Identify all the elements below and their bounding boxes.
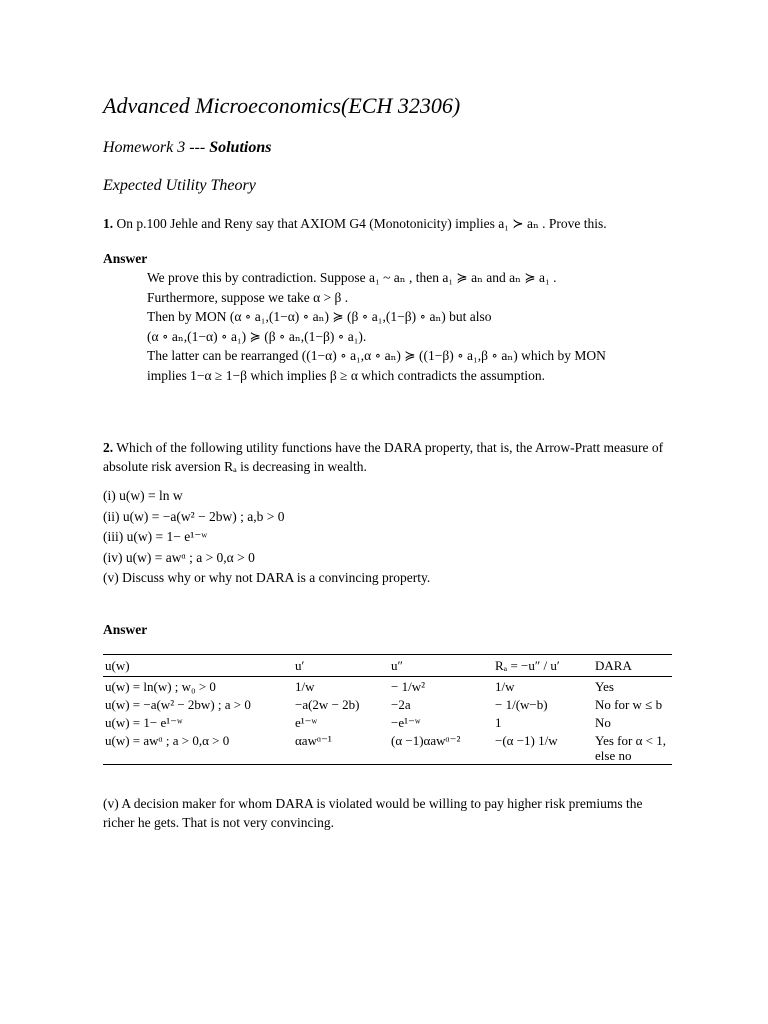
col-header-dara: DARA [593,655,672,677]
table-cell: − 1/w² [391,679,425,694]
section-heading: Expected Utility Theory [103,177,256,194]
question-1 [103,214,673,233]
question-1-text: On p.100 Jehle and Reny say that AXIOM G4 (Monotonicity) implies a₁ ≻ aₙ . Prove this. [116,216,607,231]
table-cell: −a(2w − 2b) [295,697,360,712]
subtitle-prefix: Homework 3 --- [103,139,210,156]
option-item: (i) u(w) = ln w [103,488,183,503]
answer-1-body [147,268,687,385]
answer-1-line: implies 1−α ≥ 1−β which implies β ≥ α which contradicts the assumption. [147,367,546,383]
conclusion-paragraph: (v) A decision maker for whom DARA is violated would be willing to pay higher risk premiums the richer he gets. That is not very convincing. [103,796,643,830]
table-cell: No for w ≤ b [595,697,663,712]
table-row [103,695,672,713]
col-header-risk-aversion: Rₐ = −u″ / u′ [493,655,593,677]
document-title: Advanced Microeconomics(ECH 32306) [103,93,461,118]
table-row [103,677,672,696]
table-row [103,731,672,765]
option-item: (ii) u(w) = −a(w² − 2bw) ; a,b > 0 [103,508,285,524]
subtitle-solutions: Solutions [209,139,272,156]
table-cell: Yes for α < 1, else no [595,733,666,763]
option-item: (iii) u(w) = 1− e¹⁻ʷ [103,529,208,544]
question-2 [103,438,673,476]
col-header-first-derivative: u′ [293,655,389,677]
table-cell: −(α −1) 1/w [495,733,558,748]
table-row [103,713,672,731]
answer-1-label: Answer [103,251,148,266]
answer-1-line: Furthermore, suppose we take α > β . [147,289,349,305]
question-2-text: Which of the following utility functions have the DARA property, that is, the Arrow-Pratt measure of absolute risk aversion Rₐ is decreasing in wealth. [103,440,664,474]
table-cell: −2a [391,697,411,712]
table-header-row [103,655,672,677]
answer-1-line: (α ∘ aₙ,(1−α) ∘ a₁) ≽ (β ∘ aₙ,(1−β) ∘ a₁). [147,328,367,344]
table-cell: (α −1)αawᵅ⁻² [391,733,461,748]
table-cell: No [595,715,611,730]
answer-1-line: Then by MON (α ∘ a₁,(1−α) ∘ aₙ) ≽ (β ∘ a₁,(1−β) ∘ aₙ) but also [147,309,492,324]
table-cell: 1/w [495,679,515,694]
dara-table [103,654,672,765]
table-cell: 1/w [295,679,315,694]
table-cell: u(w) = ln(w) ; w₀ > 0 [105,679,216,694]
table-cell: u(w) = −a(w² − 2bw) ; a > 0 [105,697,251,712]
answer-2-label: Answer [103,622,148,637]
option-item: (iv) u(w) = awᵅ ; a > 0,α > 0 [103,549,255,565]
answer-1-line: We prove this by contradiction. Suppose a₁ ~ aₙ , then a₁ ≽ aₙ and aₙ ≽ a₁ . [147,270,557,285]
option-item: (v) Discuss why or why not DARA is a convincing property. [103,570,431,585]
table-cell: u(w) = 1− e¹⁻ʷ [105,715,183,730]
homework-subtitle [103,139,271,157]
col-header-second-derivative: u″ [389,655,493,677]
question-2-options [103,486,430,589]
table-cell: −e¹⁻ʷ [391,715,421,730]
table-cell: Yes [595,679,614,694]
answer-1-line: The latter can be rearranged ((1−α) ∘ a₁,α ∘ aₙ) ≽ ((1−β) ∘ a₁,β ∘ aₙ) which by MON [147,348,606,363]
table-cell: − 1/(w−b) [495,697,548,712]
table-cell: e¹⁻ʷ [295,715,318,730]
question-2-number: 2. [103,440,114,455]
table-cell: αawᵅ⁻¹ [295,733,332,748]
question-1-number: 1. [103,216,114,231]
table-cell: u(w) = awᵅ ; a > 0,α > 0 [105,733,230,748]
col-header-utility: u(w) [103,655,293,677]
table-cell: 1 [495,715,502,730]
